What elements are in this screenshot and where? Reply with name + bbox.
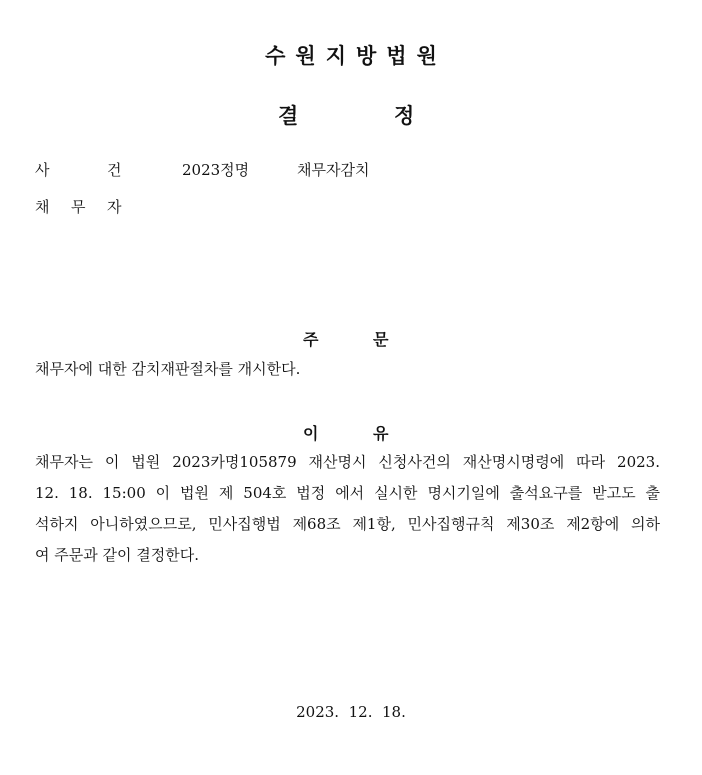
order-text: 채무자에 대한 감치재판절차를 개시한다.	[35, 360, 301, 378]
reason-text	[35, 452, 660, 576]
case-name: 채무자감치	[297, 161, 370, 179]
order-heading-char: 주	[303, 330, 319, 349]
reason-line: 석하지 아니하였으므로, 민사집행법 제68조 제1항, 민사집행규칙 제30조 제2항에 의하	[35, 515, 660, 533]
court-name: 수원지방법원	[265, 44, 447, 68]
case-number: 2023정명	[182, 161, 250, 179]
case-label-char: 사	[35, 161, 50, 179]
reason-heading-char: 유	[373, 424, 389, 443]
reason-line: 여 주문과 같이 결정한다.	[35, 546, 199, 564]
debtor-label-char: 채	[35, 198, 50, 216]
document-title-char: 결	[278, 104, 299, 128]
decision-date: 2023. 12. 18.	[296, 703, 406, 721]
debtor-label-char: 무	[71, 198, 86, 216]
reason-line: 12. 18. 15:00 이 법원 제 504호 법정 에서 실시한 명시기일에 출석요구를 받고도 출	[35, 484, 660, 502]
reason-heading-char: 이	[303, 424, 319, 443]
document-title-char: 정	[394, 104, 415, 128]
debtor-label-char: 자	[107, 198, 122, 216]
case-label-char: 건	[107, 161, 122, 179]
order-heading-char: 문	[373, 330, 389, 349]
reason-line: 채무자는 이 법원 2023카명105879 재산명시 신청사건의 재산명시명령에 따라 2023.	[35, 453, 660, 471]
